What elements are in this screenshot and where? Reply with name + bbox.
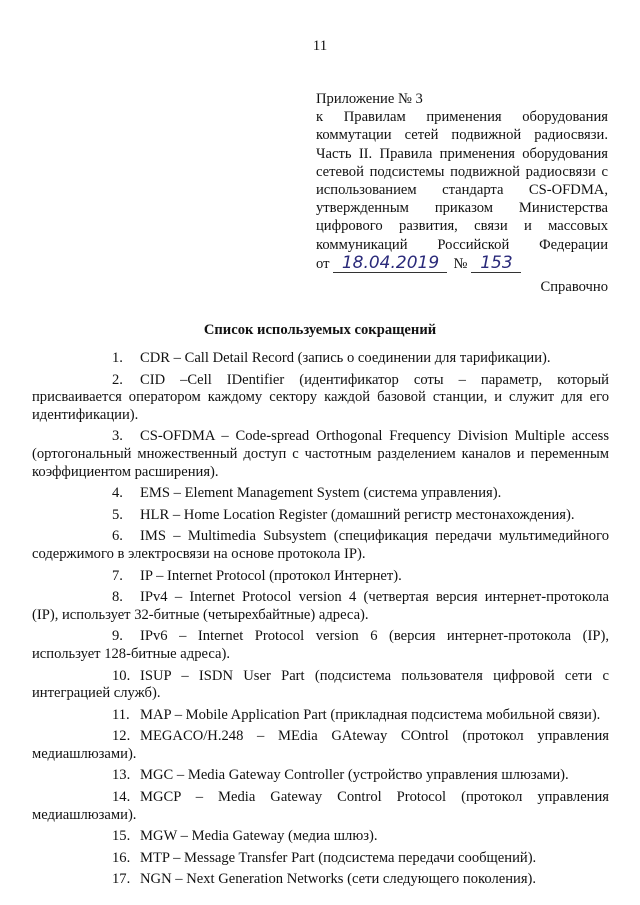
list-item [32,668,609,703]
list-item-text: ISUP – ISDN User Part (подсистема пользователя цифровой сети с интеграцией служб). [32,667,609,702]
list-item [32,528,609,563]
list-item-number: 4. [112,485,123,502]
list-item-text: IMS – Multimedia Subsystem (спецификация передачи мультимедийного содержимого в электросвязи на основе протокола IP). [32,528,609,562]
list-item-text: CID –Cell IDentifier (идентификатор соты – параметр, который присваивается оператором каждому сектору каждой базовой станции, и служит для его идентификации). [32,371,609,423]
list-item [32,789,609,824]
list-item [32,850,609,868]
list-item-number: 2. [112,371,123,388]
order-signature-line [316,254,608,273]
list-item [32,589,609,624]
list-item-text: NGN – Next Generation Networks (сети следующего поколения). [140,871,537,888]
list-item [32,485,609,503]
list-item [32,507,609,525]
list-item-number: 17. [112,871,131,888]
list-item-number: 8. [112,589,123,606]
list-item-text: IPv4 – Internet Protocol version 4 (четвертая версия интернет-протокола (IP), использует 32-битные (четырехбайтные) адреса). [32,589,609,623]
handwritten-date: 18.04.2019 [333,254,447,273]
list-item-number: 11. [112,706,130,723]
list-item-number: 7. [112,567,123,584]
list-item-number: 10. [112,667,131,684]
list-item [32,568,609,586]
list-item [32,372,609,425]
list-item-number: 9. [112,628,123,645]
list-item-text: MAP – Mobile Application Part (прикладная подсистема мобильной связи). [140,706,601,723]
list-item-text: CS-OFDMA – Code-spread Orthogonal Frequency Division Multiple access (ортогональный множественный доступ с частотным разделением каналов и переменным коэффициентом расширения). [32,428,609,480]
list-item [32,628,609,663]
list-item [32,350,609,368]
list-item [32,728,609,763]
list-item-text: MEGACO/H.248 – MEdia GAteway COntrol (протокол управления медиашлюзами). [32,728,609,762]
list-item [32,767,609,785]
list-item-number: 14. [112,789,131,806]
list-item-number: 3. [112,428,123,445]
list-item-text: MGC – Media Gateway Controller (устройство управления шлюзами). [140,767,569,784]
list-item-number: 13. [112,767,131,784]
list-item-text: IPv6 – Internet Protocol version 6 (версия интернет-протокола (IP), использует 128-битные адреса). [32,628,609,662]
appendix-body: к Правилам применения оборудования коммутации сетей подвижной радиосвязи. Часть II. Правила применения оборудования сетевой подсистемы подвижной радиосвязи с использованием стандарта CS-OFDMA, утвержденным приказом Министерства цифрового развития, связи и массовых коммуникаций Российской Федерации [316,109,608,253]
list-item [32,871,609,889]
list-item-text: HLR – Home Location Register (домашний регистр местонахождения). [140,506,575,523]
list-item-text: EMS – Element Management System (система управления). [140,485,502,502]
appendix-title: Приложение № 3 [316,91,423,107]
list-item-text: MGW – Media Gateway (медиа шлюз). [140,828,378,845]
list-item-number: 1. [112,350,123,366]
list-item [32,707,609,725]
list-heading: Список используемых сокращений [203,322,437,338]
list-item-number: 12. [112,728,131,745]
abbreviations-list [32,350,609,893]
list-item-text: CDR – Call Detail Record (запись о соединении для тарификации). [140,350,551,366]
list-item-number: 5. [112,506,123,523]
list-item-number: 15. [112,828,131,845]
list-item-number: 6. [112,528,123,545]
number-label: № [453,255,468,272]
list-item-text: IP – Internet Protocol (протокол Интернет). [140,567,402,584]
from-label: от [316,255,330,272]
handwritten-number: 153 [471,254,521,273]
appendix-header [316,90,608,273]
list-item-text: MGCP – Media Gateway Control Protocol (протокол управления медиашлюзами). [32,789,609,823]
reference-note: Справочно [540,279,608,295]
list-item-number: 16. [112,849,131,866]
list-item-text: MTP – Message Transfer Part (подсистема передачи сообщений). [140,849,537,866]
list-item [32,828,609,846]
page-number: 11 [312,38,328,54]
list-item [32,428,609,481]
